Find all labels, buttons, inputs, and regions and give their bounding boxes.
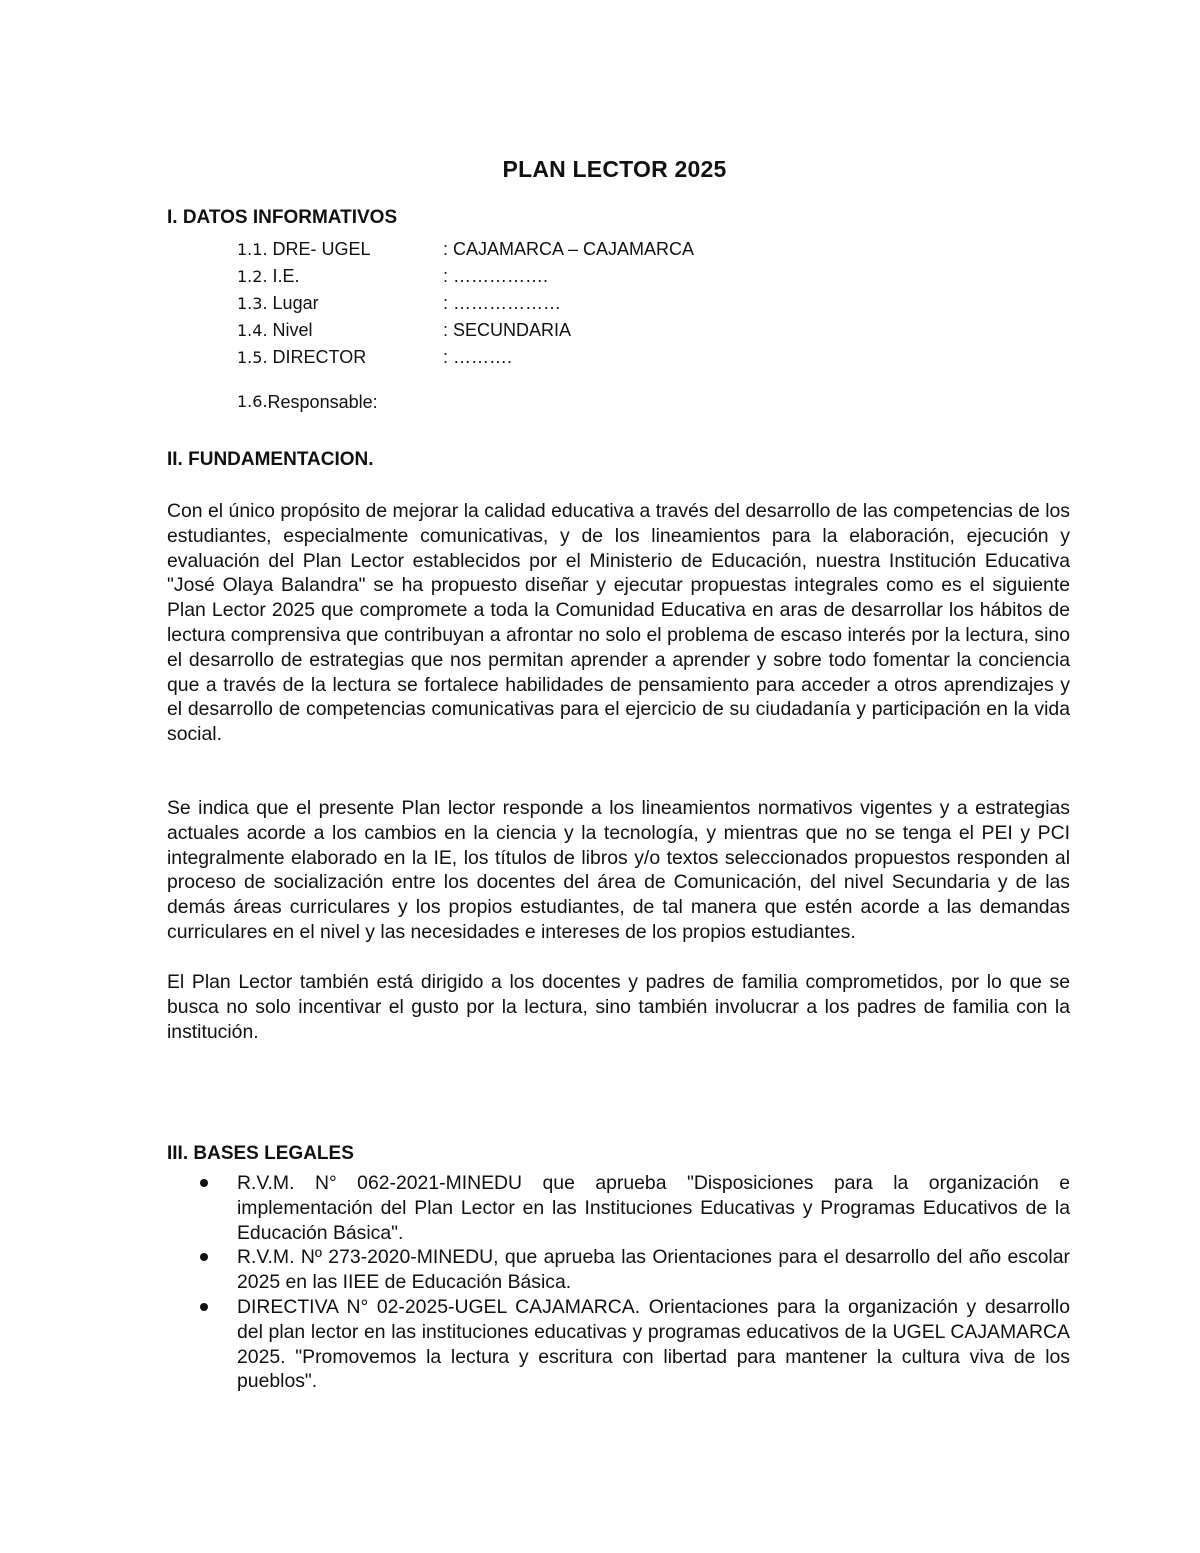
fundamentacion-paragraph: Con el único propósito de mejorar la calidad educativa a través del desarrollo de las competencias de los estudiantes, especialmente comunicativas, y de los lineamientos para la elaboración, ejecución y evaluación del Plan Lector establecidos por el Ministerio de Educación, nuestra Institución Educativa "José Olaya Balandra" se ha propuesto diseñar y ejecutar propuestas integrales como es el siguiente Plan Lector 2025 que compromete a toda la Comunidad Educativa en aras de desarrollar los hábitos de lectura comprensiva que contribuyan a afrontar no solo el problema de escaso interés por la lectura, sino el desarrollo de estrategias que nos permitan aprender a aprender y sobre todo fomentar la conciencia que a través de la lectura se fortalece habilidades de pensamiento para acceder a otros aprendizajes y el desarrollo de competencias comunicativas para el ejercicio de su ciudadanía y participación en la vida social. (167, 500, 1070, 746)
list-item-text: R.V.M. Nº 273-2020-MINEDU, que aprueba las Orientaciones para el desarrollo del año escolar 2025 en las IIEE de Educación Básica. (237, 1246, 1070, 1294)
bullet-icon (200, 1303, 208, 1311)
bullet-icon (200, 1253, 208, 1261)
list-item (167, 1295, 1070, 1394)
info-row-dre-ugel (237, 236, 694, 263)
info-value: : CAJAMARCA – CAJAMARCA (443, 239, 695, 259)
info-value: : ……………. (443, 266, 549, 286)
document-title: PLAN LECTOR 2025 (502, 156, 727, 182)
info-row-responsable (237, 389, 694, 415)
info-number: 1.4. (237, 321, 268, 340)
info-value: : ………. (443, 347, 513, 367)
info-number: 1.5. (237, 348, 268, 367)
info-value: : SECUNDARIA (443, 320, 572, 340)
list-item (167, 1171, 1070, 1245)
info-label: Nivel (272, 320, 313, 340)
bullet-icon (200, 1179, 208, 1187)
info-row-ie (237, 263, 694, 290)
info-row-nivel (237, 317, 694, 344)
info-label: Responsable: (267, 392, 378, 412)
info-value: : ……………… (443, 293, 562, 313)
section-heading-bases-legales: III. BASES LEGALES (167, 1143, 354, 1164)
datos-informativos-list (237, 236, 694, 415)
info-number: 1.1. (237, 240, 268, 259)
info-label: Lugar (272, 293, 319, 313)
list-item (167, 1245, 1070, 1295)
info-number: 1.2. (237, 267, 268, 286)
info-number: 1.3. (237, 294, 268, 313)
list-item-text: R.V.M. N° 062-2021-MINEDU que aprueba "Disposiciones para la organización e implementación del Plan Lector en las Instituciones Educativas y Programas Educativos de la Educación Básica". (237, 1172, 1070, 1244)
fundamentacion-paragraph: El Plan Lector también está dirigido a los docentes y padres de familia comprometidos, por lo que se busca no solo incentivar el gusto por la lectura, sino también involucrar a los padres de familia con la institución. (167, 971, 1070, 1043)
info-label: DRE- UGEL (272, 239, 371, 259)
info-row-lugar (237, 290, 694, 317)
section-heading-fundamentacion: II. FUNDAMENTACION. (167, 449, 374, 470)
info-label: DIRECTOR (272, 347, 367, 367)
bases-legales-list (167, 1171, 1070, 1394)
list-item-text: DIRECTIVA N° 02-2025-UGEL CAJAMARCA. Orientaciones para la organización y desarrollo del plan lector en las instituciones educativas y programas educativos de la UGEL CAJAMARCA 2025. "Promovemos la lectura y escritura con libertad para mantener la cultura viva de los pueblos". (237, 1295, 1070, 1393)
fundamentacion-paragraph: Se indica que el presente Plan lector responde a los lineamientos normativos vigentes y a estrategias actuales acorde a los cambios en la ciencia y la tecnología, y mientras que no se tenga el PEI y PCI integralmente elaborado en la IE, los títulos de libros y/o textos seleccionados propuestos responden al proceso de socialización entre los docentes del área de Comunicación, del nivel Secundaria y de las demás áreas curriculares y los propios estudiantes, de tal manera que estén acorde a las demandas curriculares en el nivel y las necesidades e intereses de los propios estudiantes. (167, 797, 1070, 943)
info-label: I.E. (272, 266, 300, 286)
info-number: 1.6. (237, 392, 268, 411)
section-heading-datos-informativos: I. DATOS INFORMATIVOS (167, 207, 398, 228)
info-row-director (237, 344, 694, 371)
